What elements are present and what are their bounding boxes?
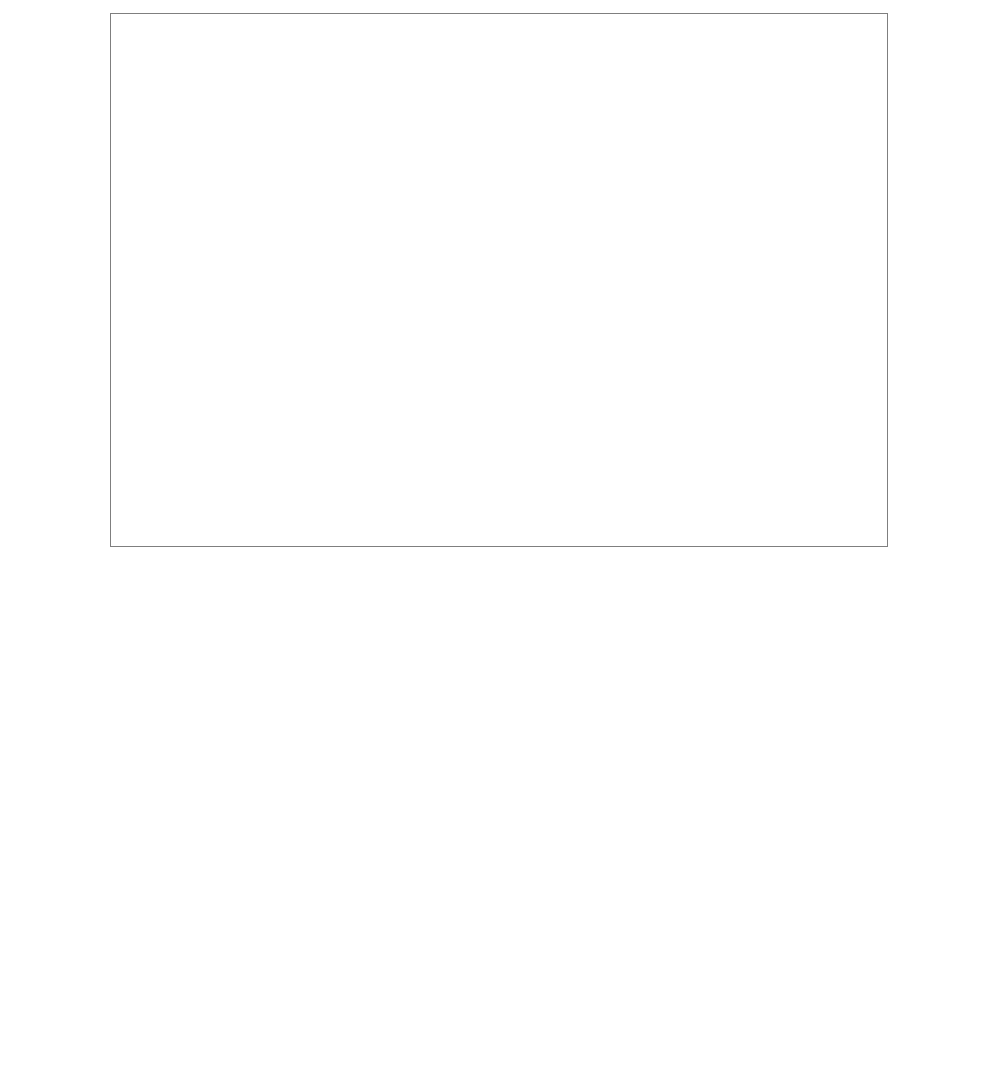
fan-performance-chart [111,14,889,548]
fan-curve-chart-box [110,13,888,547]
erp-directive-section [648,841,904,847]
test-condition-section [650,603,960,618]
